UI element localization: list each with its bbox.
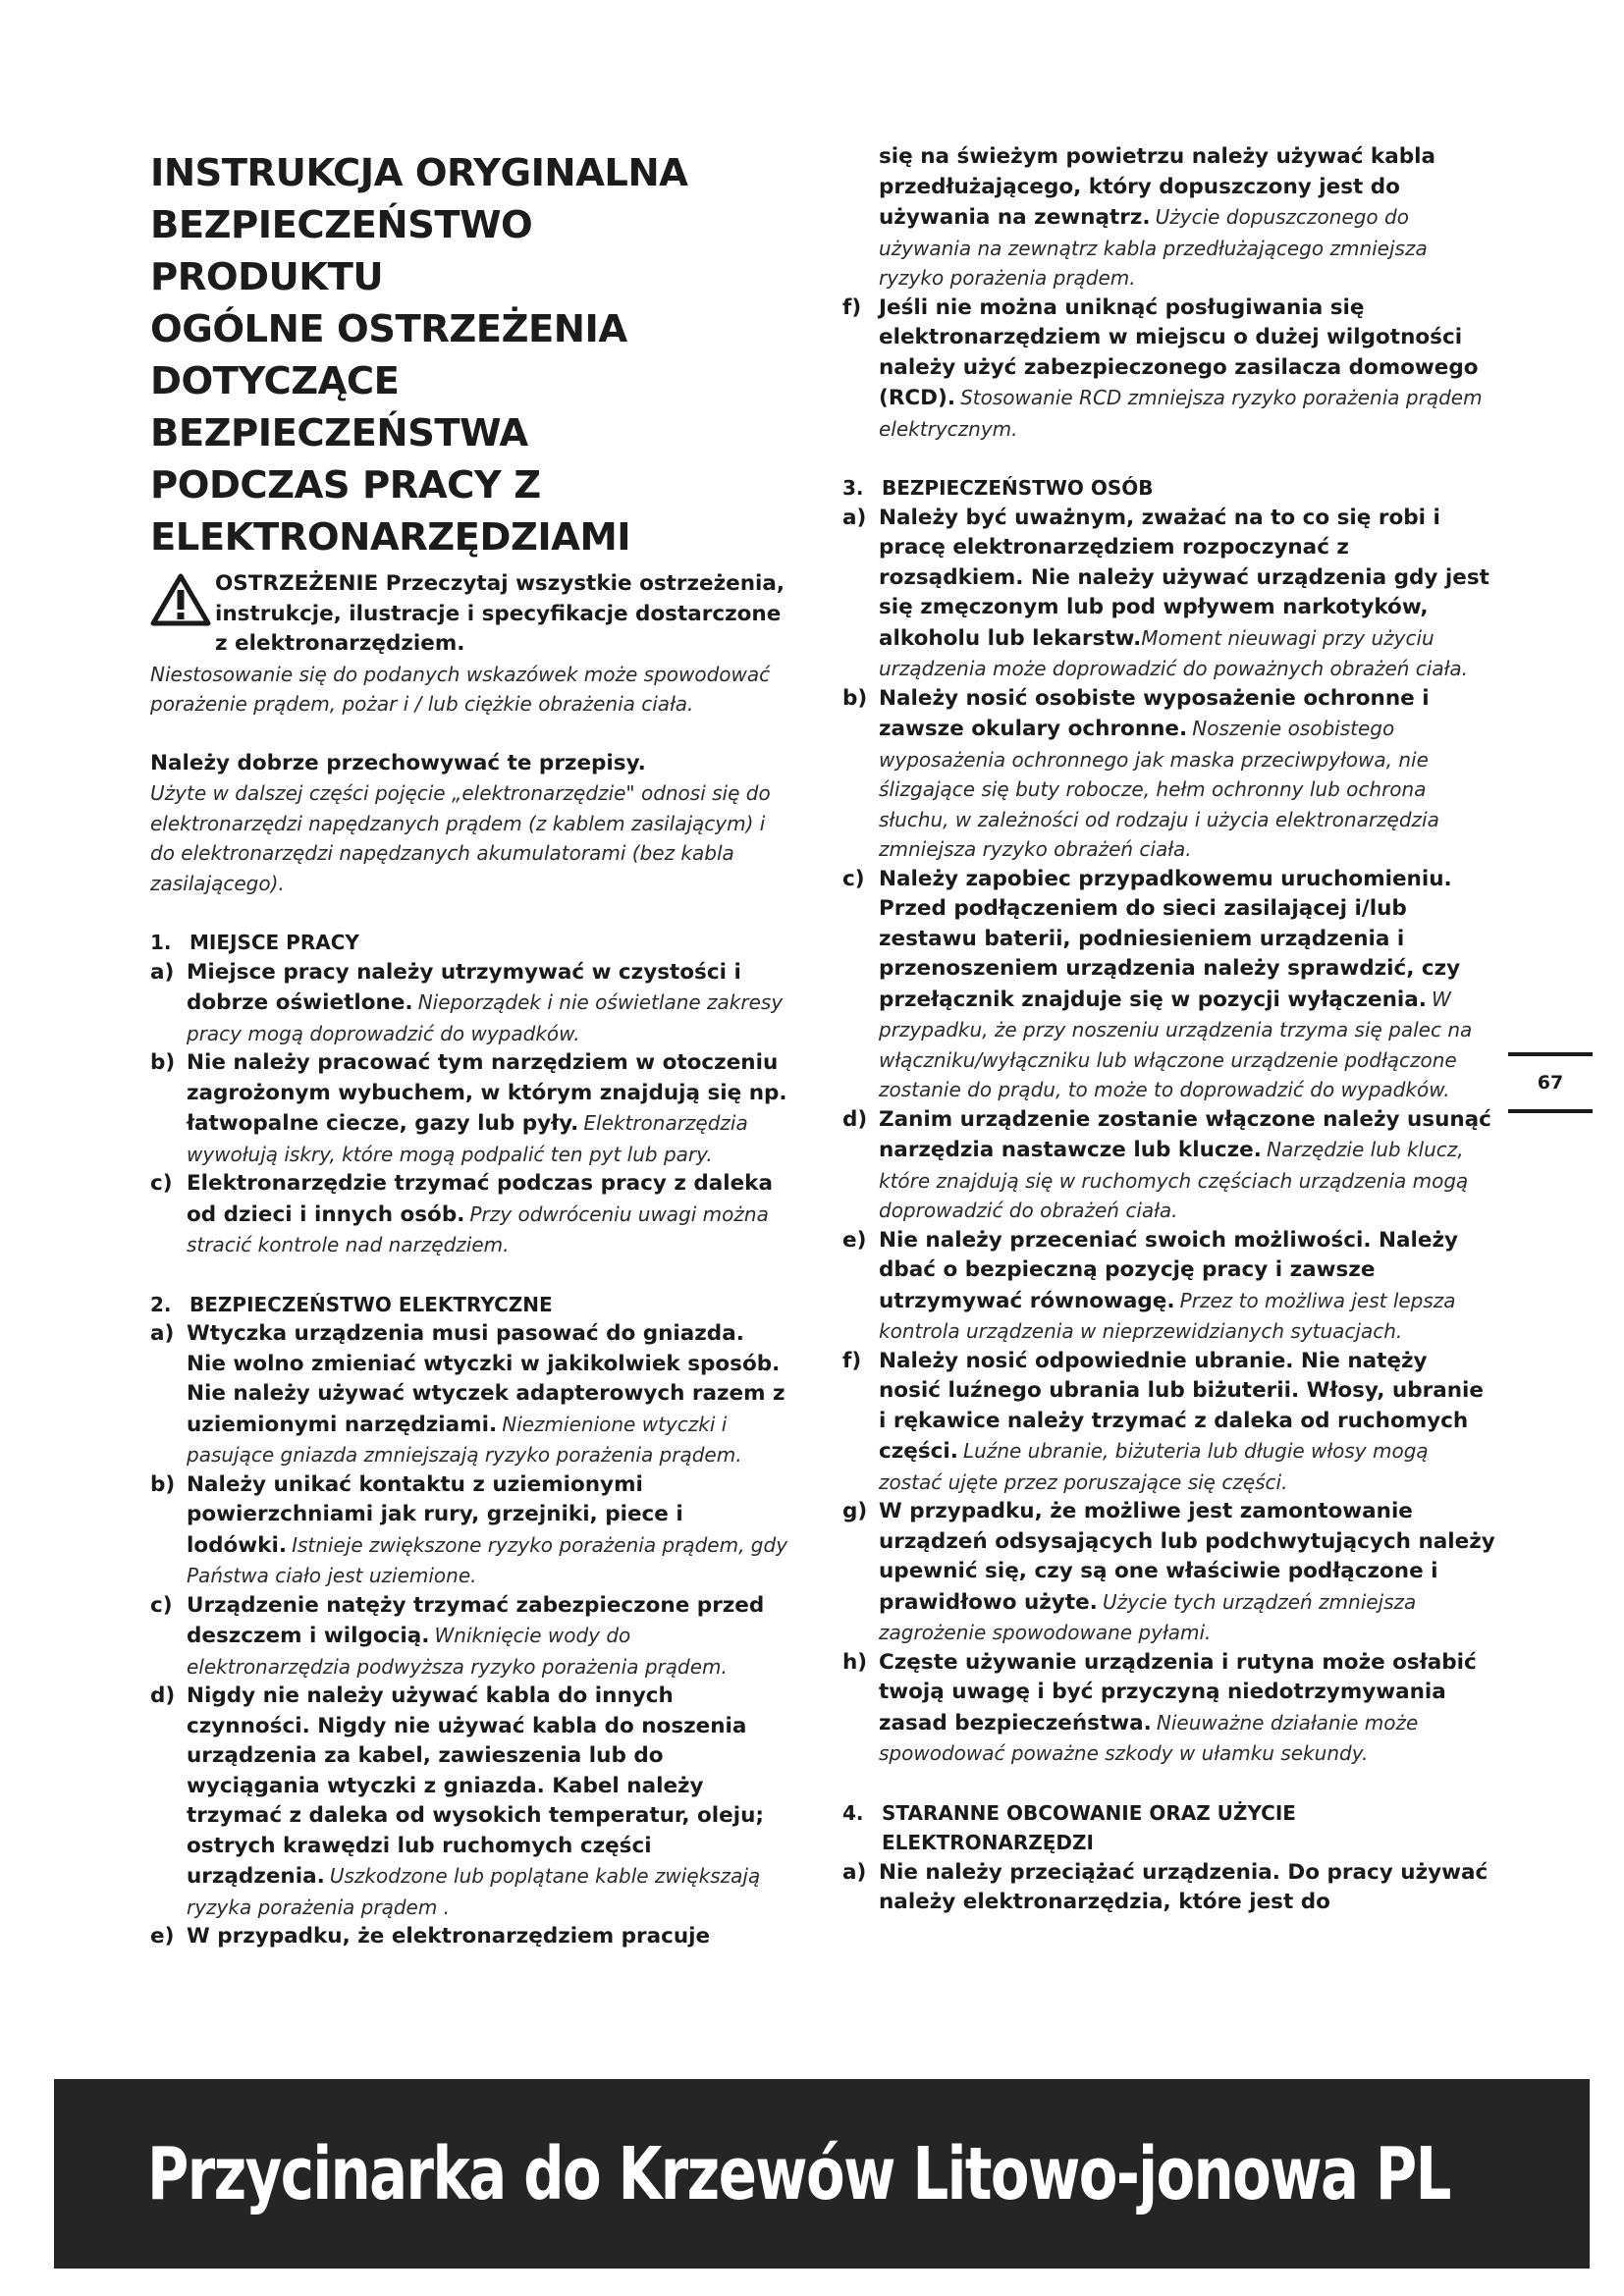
item-bold: Wtyczka urządzenia musi pasować do gniazda. Nie wolno zmieniać wtyczki w jakikolwiek sposób. Nie należy używać wtyczek adapterowych razem z uziemionymi narzędziami. [187, 1321, 785, 1437]
item-normal: Noszenie osobistego wyposażenia ochronnego jak maska przeciwpyłowa, nie ślizgające się buty robocze, hełm ochronny lub ochrona słuchu, w zależności od rodzaju i użycia elektronarzędzia zmniejsza ryzyko obrażeń ciała. [879, 717, 1439, 861]
item-normal: Narzędzie lub klucz, które znajdują się w ruchomych częściach urządzenia mogą doprowadzić do obrażeń ciała. [879, 1138, 1469, 1222]
page-number-marker [1508, 1052, 1593, 1113]
item-normal: Użycie dopuszczonego do używania na zewnątrz kabla przedłużającego zmniejsza ryzyko porażenia prądem. [879, 205, 1428, 290]
keep-instructions [150, 749, 788, 899]
item-normal: Przez to możliwa jest lepsza kontrola urządzenia w nieprzewidzianych sytuacjach. [879, 1288, 1456, 1343]
item-bold: Należy być uważnym, zważać na to co się robi i pracę elektronarzędziem rozpoczynać z rozsądkiem. Nie należy używać urządzenia gdy jest się zmęczonym lub pod wpływem narkotyków, alkoholu lub lekarstw. [879, 505, 1489, 651]
item-bold: Należy zapobiec przypadkowemu uruchomieniu. Przed podłączeniem do sieci zasilającej i/lub zestawu baterii, podniesieniem urządzenia i przenoszeniem urządzenia należy sprawdzić, czy przełącznik znajduje się w pozycji wyłączenia. [879, 866, 1461, 1012]
item-normal: Stosowanie RCD zmniejsza ryzyko porażenia prądem elektrycznym. [879, 386, 1483, 441]
item-letter: f) [842, 294, 862, 320]
list-item [150, 1319, 788, 1470]
section-heading [150, 1290, 788, 1320]
item-letter: c) [150, 1171, 173, 1196]
item-letter: a) [150, 959, 175, 985]
heading-line: BEZPIECZEŃSTWA [150, 411, 528, 455]
item-normal: Użycie tych urządzeń zmniejsza zagrożenie spowodowane pyłami. [879, 1589, 1417, 1644]
item-letter: b) [150, 1471, 176, 1497]
item-letter: f) [842, 1348, 862, 1373]
item-bold: Częste używanie urządzenia i rutyna może osłabić twoją uwagę i być przyczyną niedotrzymywania zasad bezpieczeństwa. [879, 1649, 1477, 1735]
item-bold: Jeśli nie można uniknąć posługiwania się elektronarzędziem w miejscu o dużej wilgotności należy użyć zabezpieczonego zasilacza domowego (RCD). [879, 294, 1479, 410]
list-item-continued [842, 142, 1495, 294]
list-item [150, 1470, 788, 1591]
section-number: 3. [842, 476, 864, 500]
item-bold: W przypadku, że możliwe jest zamontowanie urządzeń odsysających lub podchwytujących należy upewnić się, czy są one właściwie podłączone i prawidłowo użyte. [879, 1499, 1495, 1615]
list-item [150, 1169, 788, 1260]
item-letter: d) [150, 1683, 176, 1708]
item-bold: Zanim urządzenie zostanie włączone należy usunąć narzędzia nastawcze lub klucze. [879, 1106, 1491, 1162]
item-normal: Niezmienione wtyczki i pasujące gniazda zmniejszają ryzyko porażenia prądem. [187, 1412, 742, 1467]
item-letter: c) [842, 866, 865, 891]
item-bold: Nie należy przeciążać urządzenia. Do pracy używać należy elektronarzędzia, które jest do [879, 1859, 1489, 1914]
item-normal: Wniknięcie wody do elektronarzędzia podwyższa ryzyko porażenia prądem. [187, 1624, 728, 1679]
item-bold: Nigdy nie należy używać kabla do innych czynności. Nigdy nie używać kabla do noszenia urządzenia za kabel, zawieszenia lub do wyciągania wtyczki z gniazda. Kabel należy trzymać z daleka od wysokich temperatur, oleju; ostrych krawędzi lub ruchomych części urządzenia. [187, 1683, 765, 1889]
warning-normal-text: Niestosowanie się do podanych wskazówek może spowodować porażenie prądem, pożar i / lub ciężkie obrażenia ciała. [150, 662, 771, 716]
list-item [842, 1347, 1495, 1498]
warning-triangle-icon [150, 573, 211, 626]
list-item [842, 1226, 1495, 1347]
warning-block [150, 569, 788, 720]
item-normal: Moment nieuwagi przy użyciu urządzenia może doprowadzić do poważnych obrażeń ciała. [879, 625, 1468, 680]
item-normal: Uszkodzone lub poplątane kable zwiększają ryzyka porażenia prądem . [187, 1864, 761, 1919]
item-normal: Istnieje zwiększone ryzyko porażenia prądem, gdy Państwa ciało jest uziemione. [187, 1532, 788, 1587]
right-column [842, 142, 1495, 1918]
item-bold: Należy nosić osobiste wyposażenie ochronne i zawsze okulary ochronne. [879, 685, 1430, 741]
item-bold: Miejsce pracy należy utrzymywać w czystości i dobrze oświetlone. [187, 959, 741, 1015]
item-normal: Przy odwróceniu uwagi można stracić kontrole nad narzędziem. [187, 1201, 769, 1256]
item-normal: Luźne ubranie, biżuteria lub długie włosy mogą zostać ujęte przez poruszające się części. [879, 1439, 1429, 1494]
item-letter: b) [150, 1050, 176, 1075]
section-title: BEZPIECZEŃSTWO OSÓB [882, 476, 1154, 500]
section-heading [842, 473, 1495, 504]
item-bold: Należy unikać kontaktu z uziemionymi powierzchniami jak rury, grzejniki, piece i lodówki. [187, 1471, 683, 1558]
heading-line: DOTYCZĄCE [150, 359, 400, 403]
heading-line: OGÓLNE OSTRZEŻENIA [150, 307, 627, 351]
item-bold: Urządzenie natęży trzymać zabezpieczone przed deszczem i wilgocią. [187, 1592, 765, 1648]
section-number: 2. [150, 1292, 172, 1316]
list-item [842, 1105, 1495, 1226]
item-letter: e) [150, 1924, 175, 1949]
section-heading [150, 928, 788, 958]
list-item [150, 958, 788, 1049]
footer-title: Przycinarka do Krzewów Litowo-jonowa PL [147, 2131, 1450, 2216]
list-item [842, 1497, 1495, 1648]
list-item [150, 1682, 788, 1922]
heading-line: ELEKTRONARZĘDZIAMI [150, 515, 631, 560]
warning-bold-text: OSTRZEŻENIE Przeczytaj wszystkie ostrzeżenia, instrukcje, ilustracje i specyfikacje dostarczone z elektronarzędziem. [215, 571, 785, 656]
list-item [150, 1591, 788, 1682]
item-normal: Nieuważne działanie może spowodować poważne szkody w ułamku sekundy. [879, 1710, 1419, 1765]
page-number: 67 [1537, 1072, 1564, 1094]
list-item [842, 1858, 1495, 1918]
list-item [842, 865, 1495, 1105]
item-bold: się na świeżym powietrzu należy używać kabla przedłużającego, który dopuszczony jest do używania na zewnątrz. [879, 144, 1436, 230]
item-letter: c) [150, 1592, 173, 1618]
list-item [842, 504, 1495, 684]
footer-banner [54, 2079, 1590, 2269]
section-number: 4. [842, 1800, 864, 1825]
section-title: MIEJSCE PRACY [189, 931, 359, 954]
item-letter: a) [150, 1321, 175, 1346]
item-normal: W przypadku, że przy noszeniu urządzenia trzyma się palec na włączniku/wyłączniku lub włączone urządzenie podłączone zostanie do prądu, to może to doprowadzić do wypadków. [879, 987, 1473, 1101]
item-letter: h) [842, 1649, 868, 1675]
item-bold: Nie należy przeceniać swoich możliwości. Należy dbać o bezpieczną pozycję pracy i zawsze utrzymywać równowagę. [879, 1227, 1458, 1313]
list-item [150, 1048, 788, 1169]
section-title: BEZPIECZEŃSTWO ELEKTRYCZNE [189, 1292, 553, 1316]
item-letter: a) [842, 505, 867, 530]
list-item [842, 684, 1495, 865]
list-item [150, 1922, 788, 1952]
main-heading [150, 147, 788, 563]
heading-line: PRODUKTU [150, 255, 384, 299]
section-number: 1. [150, 931, 172, 954]
keep-normal: Użyte w dalszej części pojęcie „elektronarzędzie" odnosi się do elektronarzędzi napędzanych prądem (z kablem zasilającym) i do elektronarzędzi napędzanych akumulatorami (bez kabla zasilającego). [150, 781, 771, 895]
section-title: STARANNE OBCOWANIE ORAZ UŻYCIE ELEKTRONARZĘDZI [882, 1800, 1296, 1854]
keep-bold: Należy dobrze przechowywać te przepisy. [150, 750, 646, 775]
heading-line: PODCZAS PRACY Z [150, 463, 541, 507]
item-letter: g) [842, 1499, 868, 1523]
left-column [150, 147, 788, 1952]
item-bold: Elektronarzędzie trzymać podczas pracy z daleka od dzieci i innych osób. [187, 1171, 773, 1227]
item-bold: Nie należy pracować tym narzędziem w otoczeniu zagrożonym wybuchem, w którym znajdują się np. łatwopalne ciecze, gazy lub pyły. [187, 1050, 787, 1136]
section-heading [842, 1798, 1495, 1858]
item-bold: Należy nosić odpowiednie ubranie. Nie natęży nosić luźnego ubrania lub biżuterii. Włosy, ubranie i rękawice należy trzymać z daleka od ruchomych części. [879, 1348, 1484, 1464]
item-letter: b) [842, 685, 868, 711]
item-bold: W przypadku, że elektronarzędziem pracuje [187, 1924, 711, 1949]
heading-line: BEZPIECZEŃSTWO [150, 203, 533, 247]
item-normal: Nieporządek i nie oświetlane zakresy pracy mogą doprowadzić do wypadków. [187, 990, 784, 1045]
item-letter: e) [842, 1227, 867, 1253]
list-item [842, 1648, 1495, 1769]
item-normal: Elektronarzędzia wywołują iskry, które mogą podpalić ten pyt lub pary. [187, 1111, 748, 1166]
item-letter: a) [842, 1859, 867, 1885]
list-item [842, 294, 1495, 445]
heading-line: INSTRUKCJA ORYGINALNA [150, 151, 688, 195]
item-letter: d) [842, 1106, 868, 1132]
